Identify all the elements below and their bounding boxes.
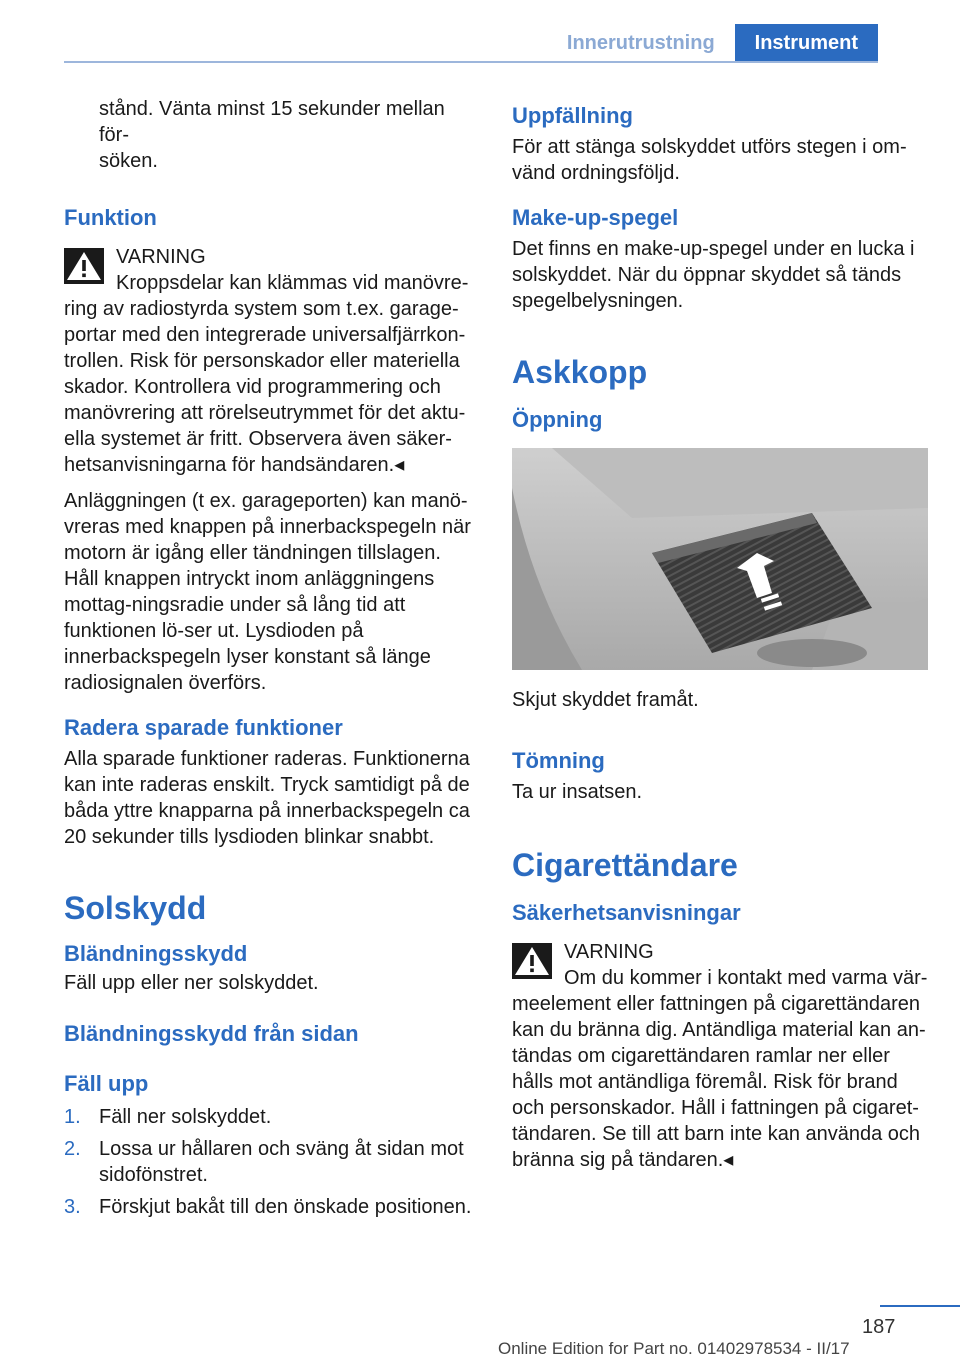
list-item: [64, 1194, 480, 1220]
photo-caption: Skjut skyddet framåt.: [512, 689, 699, 711]
header-tabs: [547, 24, 878, 62]
sakerhetsanvisningar-heading: Säkerhetsanvisningar: [512, 900, 741, 925]
blandningsskydd-heading: Bländningsskydd: [64, 941, 248, 966]
radera-heading: Radera sparade funktioner: [64, 715, 343, 740]
intro-text: stånd. Vänta minst 15 sekunder mellan för- söken.: [99, 98, 445, 172]
warning-text-rest: ring av radiostyrda system som t.ex. garage-portar med den integrerade universalfjärrkon-trollen. Risk för personskador eller materiella skador. Kontrollera vid programmering och manövrering att rörelseutrymmet för det aktu-ella systemet är fritt. Observera även säker-hetsanvisningarna för handsändaren.◂: [64, 298, 466, 476]
cigarettandare-heading: Cigarettändare: [512, 847, 738, 883]
fall-upp-heading: Fäll upp: [64, 1071, 149, 1096]
step-text: Förskjut bakåt till den önskade positionen.: [99, 1196, 472, 1218]
step-text: Lossa ur hållaren och sväng åt sidan mot sidofönstret.: [99, 1138, 464, 1186]
warning-text-line1: Om du kommer i kontakt med varma vär-: [564, 967, 928, 989]
oppning-heading: Öppning: [512, 407, 603, 432]
list-item: [64, 1104, 480, 1130]
header-divider: [64, 61, 878, 63]
right-column: [512, 102, 928, 1173]
anlaggning-text: Anläggningen (t ex. garageporten) kan manö-vreras med knappen på innerbackspegeln när motorn är igång eller tändningen tillslagen. Håll knappen intryckt inom anläggningens mottag-ningsradie under så lång tid att funktionen lö-ser ut. Lysdioden på innerbackspegeln lyser konstant så länge radiosignalen överförs.: [64, 490, 471, 694]
step-number: 2.: [64, 1138, 81, 1160]
warning-label: VARNING: [564, 941, 654, 963]
blandningsskydd-sidan-heading: Bländningsskydd från sidan: [64, 1021, 359, 1046]
step-number: 1.: [64, 1106, 81, 1128]
left-column: [64, 96, 480, 1226]
warning-triangle-icon: [512, 943, 552, 979]
radera-text: Alla sparade funktioner raderas. Funktionerna kan inte raderas enskilt. Tryck samtidigt på de båda yttre knapparna på innerbackspegeln ca 20 sekunder tills lysdioden blinkar snabbt.: [64, 748, 470, 848]
tomning-text: Ta ur insatsen.: [512, 781, 643, 803]
makeup-text: Det finns en make-up-spegel under en lucka i solskyddet. När du öppnar skyddet så tänds spegelbelysningen.: [512, 238, 915, 312]
tomning-heading: Tömning: [512, 748, 605, 773]
steps-list: [64, 1104, 480, 1220]
tab-instrument[interactable]: Instrument: [735, 24, 878, 62]
askkopp-heading: Askkopp: [512, 354, 648, 390]
step-text: Fäll ner solskyddet.: [99, 1106, 272, 1128]
funktion-heading: Funktion: [64, 205, 157, 230]
step-number: 3.: [64, 1196, 81, 1218]
page-number: 187: [862, 1316, 896, 1338]
warning-label: VARNING: [116, 246, 206, 268]
solskydd-heading: Solskydd: [64, 890, 207, 926]
uppfallning-heading: Uppfällning: [512, 103, 633, 128]
edition-text: Online Edition for Part no. 01402978534 - II/17: [498, 1339, 850, 1358]
warning-triangle-icon: [64, 248, 104, 284]
footer-divider: [880, 1305, 960, 1307]
blandningsskydd-text: Fäll upp eller ner solskyddet.: [64, 972, 319, 994]
warning-block-2: [512, 939, 928, 1173]
ashtray-photo: [512, 448, 928, 670]
warning-text-rest: meelement eller fattningen på cigarettändaren kan du bränna dig. Antändliga material kan an-tändas om cigarettändaren ramlar ner eller hålls mot antändliga föremål. Risk för brand och personskador. Håll i fattningen på cigaret-tändaren. Se till att barn inte kan använda och bränna sig på tändaren.◂: [512, 993, 926, 1171]
makeup-heading: Make-up-spegel: [512, 205, 679, 230]
list-item: [64, 1136, 480, 1188]
warning-text-line1: Kroppsdelar kan klämmas vid manövre-: [116, 272, 469, 294]
tab-innerutrustning[interactable]: Innerutrustning: [566, 32, 715, 54]
warning-block-1: [64, 244, 480, 478]
uppfallning-text: För att stänga solskyddet utförs stegen i om-vänd ordningsföljd.: [512, 136, 907, 184]
